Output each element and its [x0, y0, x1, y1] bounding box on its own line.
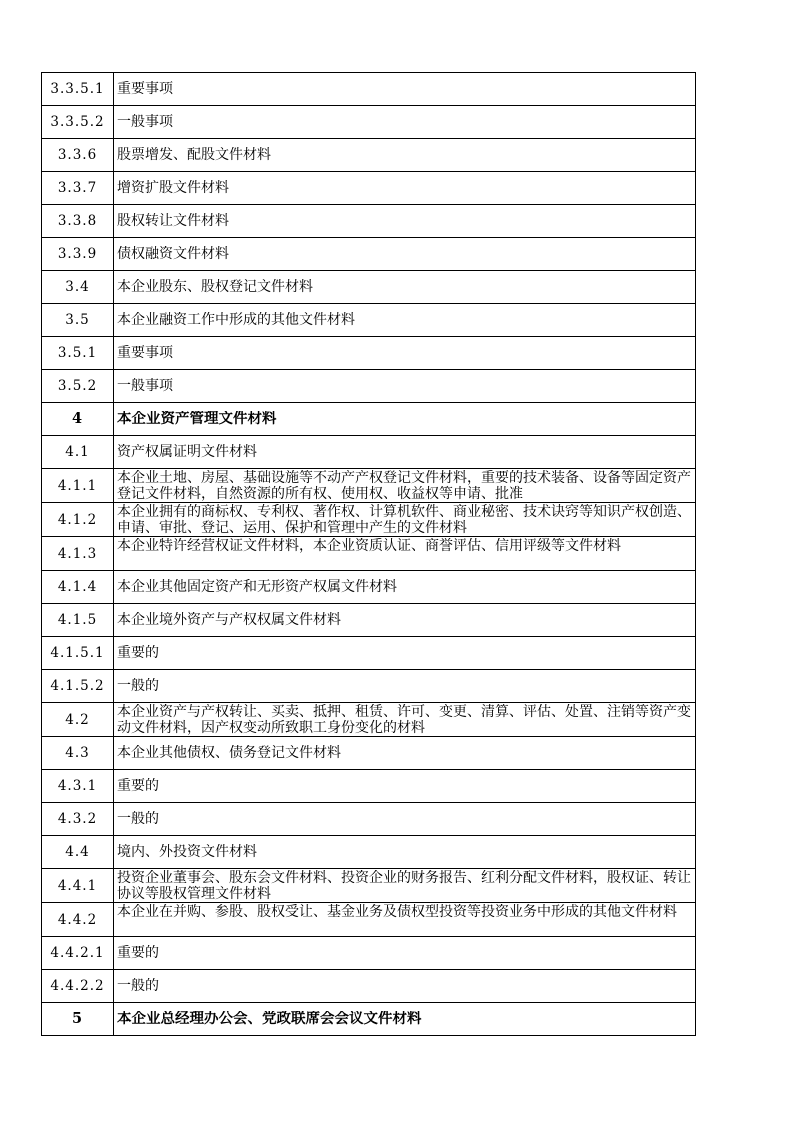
row-description-cell — [114, 172, 696, 205]
row-description-cell — [114, 139, 696, 172]
row-description-cell — [114, 537, 696, 571]
row-description-text: 重要的 — [117, 778, 159, 794]
table-row — [42, 937, 696, 970]
row-description-text: 投资企业董事会、股东会文件材料、投资企业的财务报告、红利分配文件材料，股权证、转让协议等股权管理文件材料 — [117, 870, 691, 902]
row-code-cell: 4.4.2.1 — [42, 937, 114, 970]
table-row — [42, 436, 696, 469]
row-description-cell — [114, 436, 696, 469]
table-row — [42, 604, 696, 637]
row-code-cell: 3.3.7 — [42, 172, 114, 205]
row-code-cell: 4.1.5.1 — [42, 637, 114, 670]
table-row — [42, 370, 696, 403]
row-code-cell: 4.4 — [42, 836, 114, 869]
row-code-cell: 4.2 — [42, 703, 114, 737]
row-description-text: 一般的 — [117, 678, 159, 694]
row-description-text: 本企业其他债权、债务登记文件材料 — [117, 745, 341, 761]
table-row — [42, 73, 696, 106]
row-description-cell — [114, 205, 696, 238]
table-row — [42, 106, 696, 139]
row-description-text: 本企业融资工作中形成的其他文件材料 — [117, 312, 355, 328]
row-description-cell — [114, 703, 696, 737]
table-row — [42, 703, 696, 737]
table-row — [42, 869, 696, 903]
table-row — [42, 469, 696, 503]
row-description-text: 债权融资文件材料 — [117, 246, 229, 262]
row-description-text: 本企业资产管理文件材料 — [117, 411, 277, 427]
row-description-text: 重要的 — [117, 945, 159, 961]
row-description-text: 一般的 — [117, 811, 159, 827]
row-description-cell — [114, 869, 696, 903]
row-description-text: 本企业总经理办公会、党政联席会会议文件材料 — [117, 1011, 422, 1027]
table-row — [42, 770, 696, 803]
row-description-text: 重要的 — [117, 645, 159, 661]
row-description-text: 本企业境外资产与产权权属文件材料 — [117, 612, 341, 628]
row-description-text: 本企业土地、房屋、基础设施等不动产产权登记文件材料，重要的技术装备、设备等固定资产登记文件材料，自然资源的所有权、使用权、收益权等申请、批准 — [117, 470, 691, 502]
row-code-cell: 4.1.2 — [42, 503, 114, 537]
row-code-cell: 4.4.2.2 — [42, 970, 114, 1003]
row-description-cell — [114, 503, 696, 537]
row-description-cell — [114, 469, 696, 503]
table-row — [42, 803, 696, 836]
table-row — [42, 503, 696, 537]
row-description-cell — [114, 937, 696, 970]
row-description-cell — [114, 304, 696, 337]
row-description-cell — [114, 836, 696, 869]
row-code-cell: 4.3.2 — [42, 803, 114, 836]
row-description-cell — [114, 571, 696, 604]
row-code-cell: 4.4.2 — [42, 903, 114, 937]
row-code-cell: 4.1.5.2 — [42, 670, 114, 703]
row-description-text: 增资扩股文件材料 — [117, 180, 229, 196]
row-code-cell: 4.4.1 — [42, 869, 114, 903]
row-description-cell — [114, 337, 696, 370]
table-row — [42, 836, 696, 869]
row-code-cell: 4.1.5 — [42, 604, 114, 637]
row-description-cell — [114, 106, 696, 139]
table-row — [42, 571, 696, 604]
row-description-text: 本企业其他固定资产和无形资产权属文件材料 — [117, 579, 397, 595]
table-row — [42, 737, 696, 770]
table-row — [42, 670, 696, 703]
row-code-cell: 3.3.9 — [42, 238, 114, 271]
row-description-cell — [114, 737, 696, 770]
table-row — [42, 271, 696, 304]
row-description-text: 重要事项 — [117, 81, 173, 97]
row-code-cell: 4.3.1 — [42, 770, 114, 803]
row-code-cell: 3.3.8 — [42, 205, 114, 238]
table-body — [42, 73, 696, 1036]
row-description-cell — [114, 770, 696, 803]
row-description-text: 本企业股东、股权登记文件材料 — [117, 279, 313, 295]
table-row — [42, 903, 696, 937]
row-description-cell — [114, 803, 696, 836]
row-code-cell: 3.5.1 — [42, 337, 114, 370]
row-description-text: 境内、外投资文件材料 — [117, 844, 257, 860]
row-code-cell: 3.5.2 — [42, 370, 114, 403]
row-description-text: 本企业特许经营权证文件材料，本企业资质认证、商誉评估、信用评级等文件材料 — [117, 538, 621, 554]
row-description-cell — [114, 604, 696, 637]
row-code-cell: 3.3.5.2 — [42, 106, 114, 139]
row-description-cell — [114, 970, 696, 1003]
table-row — [42, 139, 696, 172]
table-row — [42, 1003, 696, 1036]
row-description-cell — [114, 1003, 696, 1036]
row-code-cell: 4.1 — [42, 436, 114, 469]
row-description-cell — [114, 403, 696, 436]
row-code-cell: 3.5 — [42, 304, 114, 337]
row-code-cell: 3.3.5.1 — [42, 73, 114, 106]
row-description-cell — [114, 670, 696, 703]
row-description-cell — [114, 370, 696, 403]
row-description-text: 重要事项 — [117, 345, 173, 361]
table-row — [42, 970, 696, 1003]
row-code-cell: 4.1.3 — [42, 537, 114, 571]
archive-classification-table — [41, 72, 696, 1036]
table-row — [42, 238, 696, 271]
table-row — [42, 205, 696, 238]
row-description-text: 股权转让文件材料 — [117, 213, 229, 229]
row-description-text: 资产权属证明文件材料 — [117, 444, 257, 460]
table-row — [42, 337, 696, 370]
row-description-text: 本企业在并购、参股、股权受让、基金业务及债权型投资等投资业务中形成的其他文件材料 — [117, 904, 677, 920]
row-description-text: 本企业拥有的商标权、专利权、著作权、计算机软件、商业秘密、技术诀窍等知识产权创造、申请、审批、登记、运用、保护和管理中产生的文件材料 — [117, 504, 691, 536]
row-description-text: 本企业资产与产权转让、买卖、抵押、租赁、许可、变更、清算、评估、处置、注销等资产变动文件材料，因产权变动所致职工身份变化的材料 — [117, 704, 691, 736]
row-description-cell — [114, 238, 696, 271]
table-row — [42, 172, 696, 205]
row-description-text: 股票增发、配股文件材料 — [117, 147, 271, 163]
row-description-cell — [114, 903, 696, 937]
row-description-cell — [114, 637, 696, 670]
table-row — [42, 304, 696, 337]
row-description-text: 一般事项 — [117, 114, 173, 130]
table-row — [42, 403, 696, 436]
row-code-cell: 3.3.6 — [42, 139, 114, 172]
row-code-cell: 5 — [42, 1003, 114, 1036]
row-description-text: 一般事项 — [117, 378, 173, 394]
row-code-cell: 4.3 — [42, 737, 114, 770]
table-row — [42, 537, 696, 571]
row-code-cell: 3.4 — [42, 271, 114, 304]
table-row — [42, 637, 696, 670]
row-description-cell — [114, 73, 696, 106]
row-description-cell — [114, 271, 696, 304]
row-code-cell: 4.1.1 — [42, 469, 114, 503]
row-code-cell: 4.1.4 — [42, 571, 114, 604]
row-description-text: 一般的 — [117, 978, 159, 994]
row-code-cell: 4 — [42, 403, 114, 436]
